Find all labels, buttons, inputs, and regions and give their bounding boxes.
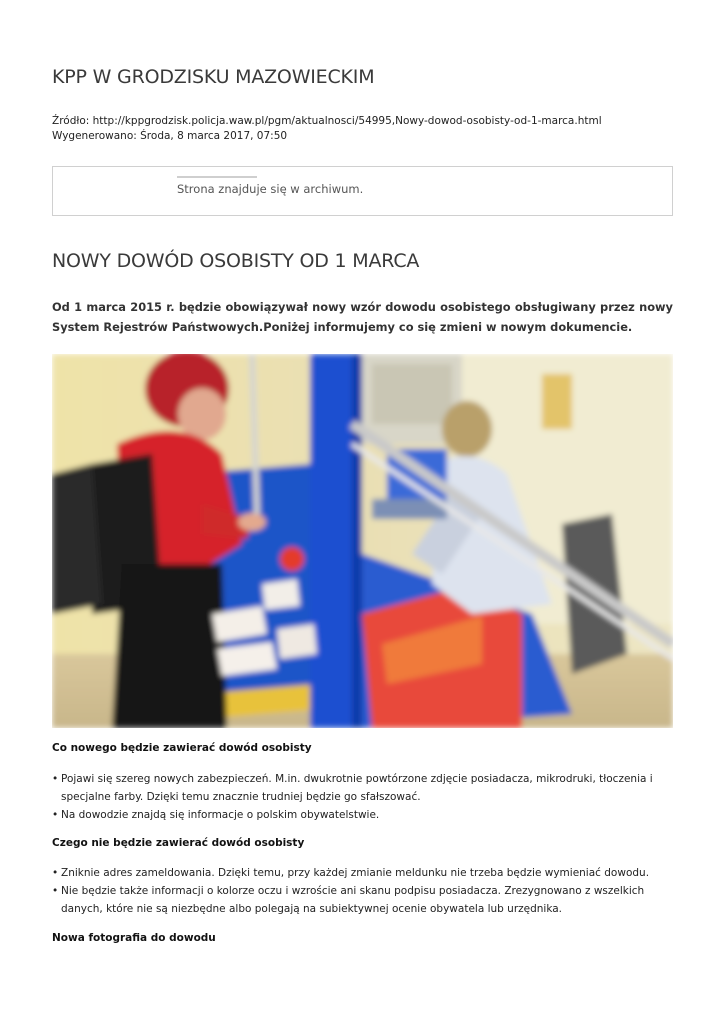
- section-heading-removed-features: Czego nie będzie zawierać dowód osobisty: [52, 837, 305, 849]
- generated-date: Wygenerowano: Środa, 8 marca 2017, 07:50: [52, 130, 288, 142]
- article-photo: [52, 354, 673, 728]
- document-meta: [52, 114, 602, 144]
- article-lead: Od 1 marca 2015 r. będzie obowiązywał nowy wzór dowodu osobistego obsługiwany przez nowy System Rejestrów Państwowych.Poniżej informujemy co się zmieni w nowym dokumencie.: [52, 300, 673, 334]
- list-item: • Pojawi się szereg nowych zabezpieczeń. M.in. dwukrotnie powtórzone zdjęcie posiadacza, mikrodruki, tłoczenia i specjalne farby. Dzięki temu znacznie trudniej będzie go sfałszować.: [52, 770, 673, 806]
- list-item: • Nie będzie także informacji o kolorze oczu i wzroście ani skanu podpisu posiadacza. Zrezygnowano z wszelkich danych, które nie są niezbędne albo polegają na subiektywnej ocenie obywatela lub urzędnika.: [52, 882, 673, 918]
- section-heading-new-photo: Nowa fotografia do dowodu: [52, 932, 216, 944]
- section-heading-new-features: Co nowego będzie zawierać dowód osobisty: [52, 742, 312, 754]
- list-item: • Na dowodzie znajdą się informacje o polskim obywatelstwie.: [52, 806, 673, 824]
- archive-notice: Strona znajduje się w archiwum.: [177, 182, 364, 196]
- article-title: NOWY DOWÓD OSOBISTY OD 1 MARCA: [52, 250, 420, 272]
- archive-notice-box: [52, 166, 673, 216]
- archive-divider: [177, 176, 257, 178]
- source-url: Źródło: http://kppgrodzisk.policja.waw.pl/pgm/aktualnosci/54995,Nowy-dowod-osobisty-od-1-marca.html: [52, 115, 602, 127]
- removed-features-list: [52, 864, 673, 918]
- new-features-list: [52, 770, 673, 824]
- list-item: • Zniknie adres zameldowania. Dzięki temu, przy każdej zmianie meldunku nie trzeba będzie wymieniać dowodu.: [52, 864, 673, 882]
- site-title: KPP W GRODZISKU MAZOWIECKIM: [52, 66, 375, 88]
